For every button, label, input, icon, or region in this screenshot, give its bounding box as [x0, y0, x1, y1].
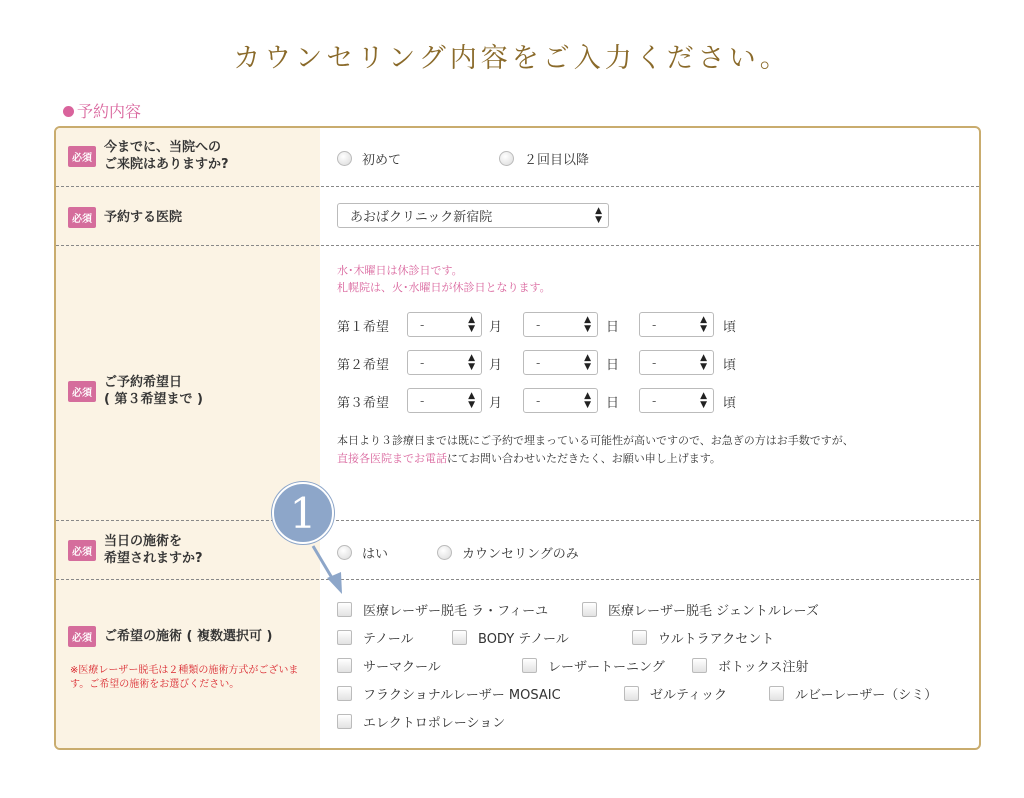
- time-unit: 頃: [723, 358, 737, 373]
- preference-2-time-select[interactable]: [639, 350, 714, 375]
- step-marker: [272, 482, 334, 544]
- booking-info-text: [337, 432, 977, 468]
- notice-line-1: 水･木曜日は休診日です。: [337, 264, 463, 277]
- radio-circle-icon: [499, 151, 514, 166]
- treatment-label: ウルトラアクセント: [658, 632, 775, 647]
- radio-circle-icon: [437, 545, 452, 560]
- checkbox-icon: [452, 630, 467, 645]
- clinic-select[interactable]: [337, 203, 609, 228]
- select-arrows-icon: ▲ ▼: [468, 391, 475, 410]
- preferred-date-row: [56, 246, 979, 521]
- day-value: -: [536, 317, 541, 332]
- time-unit: 頃: [723, 320, 737, 335]
- select-arrows-icon: ▲ ▼: [584, 315, 591, 334]
- required-badge: 必須: [68, 540, 96, 561]
- select-arrows-icon: ▲ ▼: [584, 353, 591, 372]
- preference-1-day-select[interactable]: [523, 312, 598, 337]
- select-arrows-icon: ▲ ▼: [700, 353, 707, 372]
- treatment-label: ゼルティック: [650, 688, 727, 703]
- phone-contact-link[interactable]: 直接各医院までお電話: [337, 452, 447, 465]
- treatment-label: 医療レーザー脱毛 ジェントルレーズ: [608, 604, 819, 619]
- radio-counseling-only[interactable]: [437, 543, 579, 562]
- day-unit: 日: [606, 320, 620, 335]
- preference-1-time-select[interactable]: [639, 312, 714, 337]
- radio-circle-icon: [337, 151, 352, 166]
- required-badge: 必須: [68, 207, 96, 228]
- checkbox-icon: [632, 630, 647, 645]
- preferred-date-label: ご予約希望日 ( 第３希望まで ): [104, 375, 203, 407]
- time-value: -: [652, 317, 657, 332]
- clinic-row: [56, 187, 979, 246]
- treatment-checkbox[interactable]: [337, 684, 561, 703]
- radio-repeat-visit[interactable]: [499, 149, 589, 168]
- month-value: -: [420, 317, 425, 332]
- radio-same-day-yes-label: はい: [362, 547, 389, 562]
- checkbox-icon: [522, 658, 537, 673]
- month-unit: 月: [489, 358, 503, 373]
- time-value: -: [652, 355, 657, 370]
- treatment-label: エレクトロポレーション: [363, 716, 506, 731]
- select-arrows-icon: ▲ ▼: [700, 391, 707, 410]
- day-value: -: [536, 355, 541, 370]
- closed-days-notice: [337, 262, 551, 296]
- treatments-row: [56, 580, 979, 750]
- month-value: -: [420, 393, 425, 408]
- select-arrows-icon: ▲ ▼: [700, 315, 707, 334]
- day-unit: 日: [606, 396, 620, 411]
- same-day-label: 当日の施術を 希望されますか?: [104, 534, 203, 566]
- treatment-checkbox[interactable]: [452, 628, 569, 647]
- checkbox-icon: [692, 658, 707, 673]
- visit-history-row: [56, 128, 979, 187]
- treatment-label: ボトックス注射: [718, 660, 809, 675]
- bullet-dot-icon: [63, 106, 74, 117]
- month-value: -: [420, 355, 425, 370]
- same-day-label-group: [68, 533, 203, 567]
- preference-3-month-select[interactable]: [407, 388, 482, 413]
- section-heading: [63, 99, 141, 122]
- checkbox-icon: [337, 630, 352, 645]
- clinic-label: 予約する医院: [104, 210, 183, 225]
- clinic-select-value: あおばクリニック新宿院: [350, 210, 493, 225]
- same-day-row: [56, 521, 979, 580]
- radio-circle-icon: [337, 545, 352, 560]
- info-line-1: 本日より３診療日までは既にご予約で埋まっている可能性が高いですので、お急ぎの方はお手数ですが、: [337, 434, 854, 447]
- checkbox-icon: [337, 686, 352, 701]
- treatment-checkbox[interactable]: [692, 656, 808, 675]
- treatments-label: ご希望の施術 ( 複数選択可 ): [104, 629, 273, 644]
- select-arrows-icon: ▲ ▼: [468, 315, 475, 334]
- info-line-2: にてお問い合わせいただきたく、お願い申し上げます。: [447, 452, 721, 465]
- required-badge: 必須: [68, 146, 96, 167]
- checkbox-icon: [769, 686, 784, 701]
- checkbox-icon: [337, 602, 352, 617]
- select-arrows-icon: ▲ ▼: [595, 206, 602, 225]
- checkbox-icon: [582, 602, 597, 617]
- treatment-label: レーザートーニング: [548, 660, 665, 675]
- treatments-label-group: [68, 626, 272, 647]
- time-unit: 頃: [723, 396, 737, 411]
- treatment-checkbox[interactable]: [337, 628, 413, 647]
- radio-counseling-only-label: カウンセリングのみ: [462, 547, 579, 562]
- month-unit: 月: [489, 396, 503, 411]
- time-value: -: [652, 393, 657, 408]
- treatment-label: ルビーレーザー（シミ）: [795, 688, 938, 703]
- step-marker-number: 1: [289, 488, 317, 538]
- treatment-checkbox[interactable]: [337, 600, 548, 619]
- preferred-date-label-group: [68, 374, 203, 408]
- required-badge: 必須: [68, 381, 96, 402]
- preference-2-label: 第２希望: [337, 358, 390, 373]
- notice-line-2: 札幌院は、火･水曜日が休診日となります。: [337, 281, 551, 294]
- preference-1-label: 第１希望: [337, 320, 390, 335]
- laser-note: ※医療レーザー脱毛は２種類の施術方式がございます。ご希望の施術をお選びください。: [70, 665, 299, 690]
- checkbox-icon: [624, 686, 639, 701]
- month-unit: 月: [489, 320, 503, 335]
- clinic-label-group: [68, 207, 182, 228]
- preference-3-day-select[interactable]: [523, 388, 598, 413]
- preference-3-time-select[interactable]: [639, 388, 714, 413]
- treatment-label: テノール: [363, 632, 414, 647]
- select-arrows-icon: ▲ ▼: [584, 391, 591, 410]
- page-title: カウンセリング内容をご入力ください。: [233, 43, 791, 74]
- treatment-label: サーマクール: [363, 660, 441, 675]
- treatment-checkbox[interactable]: [632, 628, 774, 647]
- reservation-form: [54, 126, 981, 750]
- day-unit: 日: [606, 358, 620, 373]
- treatment-label: フラクショナルレーザー MOSAIC: [363, 688, 561, 703]
- treatment-label: 医療レーザー脱毛 ラ・フィーユ: [363, 604, 549, 619]
- radio-repeat-visit-label: ２回目以降: [524, 153, 590, 168]
- treatment-checkbox[interactable]: [337, 656, 441, 675]
- select-arrows-icon: ▲ ▼: [468, 353, 475, 372]
- checkbox-icon: [337, 714, 352, 729]
- section-heading-text: 予約内容: [77, 102, 142, 121]
- day-value: -: [536, 393, 541, 408]
- treatment-checkbox[interactable]: [582, 600, 819, 619]
- radio-same-day-yes[interactable]: [337, 543, 388, 562]
- visit-history-label-group: [68, 139, 229, 173]
- checkbox-icon: [337, 658, 352, 673]
- treatment-checkbox[interactable]: [769, 684, 937, 703]
- treatment-checkbox[interactable]: [337, 712, 505, 731]
- treatment-checkbox[interactable]: [624, 684, 727, 703]
- radio-first-visit-label: 初めて: [362, 153, 402, 168]
- treatment-label: BODY テノール: [478, 632, 569, 647]
- preference-3-label: 第３希望: [337, 396, 390, 411]
- radio-first-visit[interactable]: [337, 149, 401, 168]
- preference-2-month-select[interactable]: [407, 350, 482, 375]
- visit-history-label: 今までに、当院への ご来院はありますか?: [104, 140, 229, 172]
- required-badge: 必須: [68, 626, 96, 647]
- preference-1-month-select[interactable]: [407, 312, 482, 337]
- preference-2-day-select[interactable]: [523, 350, 598, 375]
- treatment-checkbox[interactable]: [522, 656, 665, 675]
